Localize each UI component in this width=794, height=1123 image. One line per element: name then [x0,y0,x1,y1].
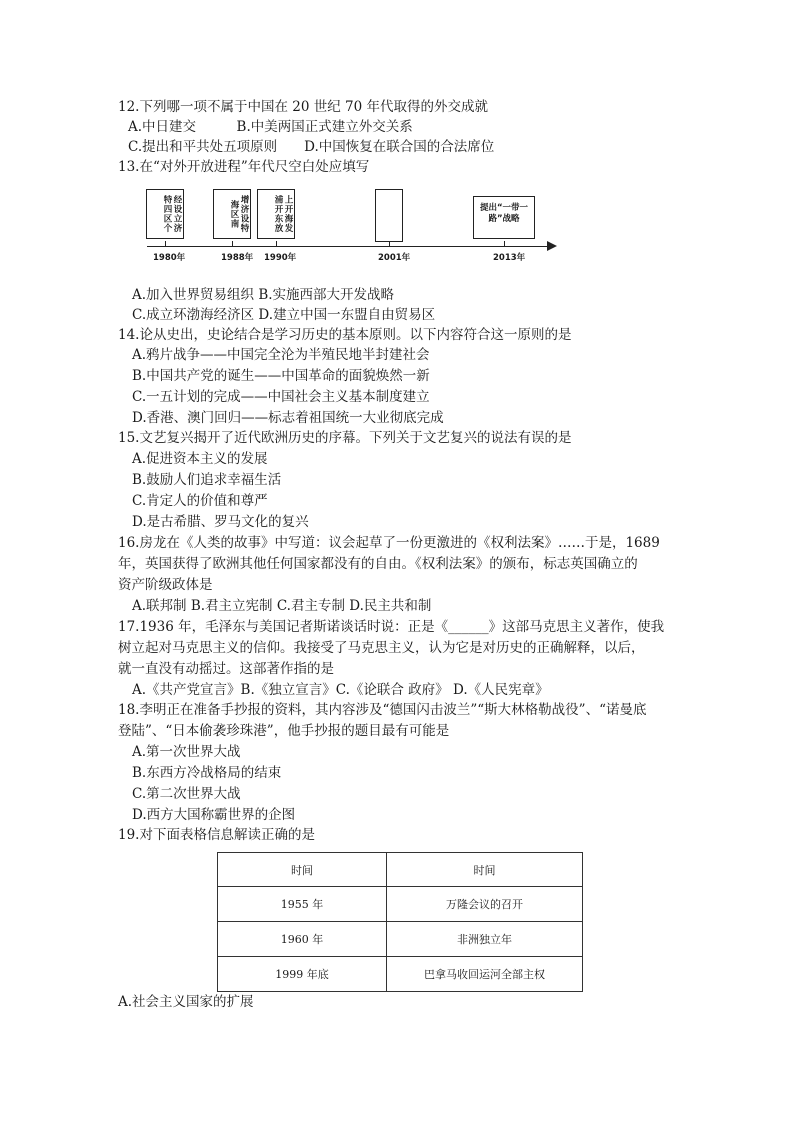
q15-option-c: C.肯定人的价值和尊严 [132,493,268,509]
q12-options-line2: C.提出和平共处五项原则 D.中国恢复在联合国的合法席位 [128,139,495,155]
q17-stem-line2: 树立起对马克思主义的信仰。我接受了马克思主义，认为它是对历史的正确解释，以后， [118,640,645,656]
q18-option-a: A.第一次世界大战 [132,744,241,760]
q15-option-d: D.是古希腊、罗马文化的复兴 [132,514,309,530]
q14-option-c: C.一五计划的完成——中国社会主义基本制度建立 [132,389,430,405]
timeline-year: 2013年 [493,253,526,263]
timeline-year: 1988年 [221,253,254,263]
timeline-year: 2001年 [378,253,411,263]
q17-options: A.《共产党宣言》B.《独立宣言》C.《论联合 政府》 D.《人民宪章》 [132,682,549,698]
timeline-tick [165,241,166,246]
table-row [218,887,583,922]
q15-stem: 15.文艺复兴揭开了近代欧洲历史的序幕。下列关于文艺复兴的说法有误的是 [118,430,572,446]
q16-options: A.联邦制 B.君主立宪制 C.君主专制 D.民主共和制 [132,598,432,614]
q18-stem-line2: 登陆”、“日本偷袭珍珠港”，他手抄报的题目最有可能是 [118,723,450,739]
timeline-tick [389,241,390,246]
q15-option-b: B.鼓励人们追求幸福生活 [132,472,282,488]
table-header: 时间 [218,853,387,887]
table-header: 时间 [387,853,583,887]
q16-stem-line1: 16.房龙在《人类的故事》中写道：议会起草了一份更激进的《权利法案》……于是，1689 [118,535,660,551]
timeline-event-1990: 上开海发浦开东放 [257,189,295,239]
timeline-axis [147,246,551,247]
q13-stem: 13.在“对外开放进程”年代尺空白处应填写 [118,159,370,175]
q14-stem: 14.论从史出，史论结合是学习历史的基本原则。以下内容符合这一原则的是 [118,327,572,343]
q13-timeline [143,184,563,270]
q15-option-a: A.促进资本主义的发展 [132,451,268,467]
q19-option-a: A.社会主义国家的扩展 [118,994,254,1010]
table-row [218,957,583,992]
table-cell: 万隆会议的召开 [387,887,583,922]
q12-stem: 12.下列哪一项不属于中国在 20 世纪 70 年代取得的外交成就 [118,99,488,115]
q12-options-line1: A.中日建交 B.中美两国正式建立外交关系 [128,119,413,135]
timeline-year: 1990年 [264,253,297,263]
q14-option-a: A.鸦片战争——中国完全沦为半殖民地半封建社会 [132,347,430,363]
table-cell: 非洲独立年 [387,922,583,957]
q14-option-b: B.中国共产党的诞生——中国革命的面貌焕然一新 [132,368,430,384]
q19-stem: 19.对下面表格信息解读正确的是 [118,827,315,843]
q16-stem-line2: 年，英国获得了欧洲其他任何国家都没有的自由。《权利法案》的颁布，标志英国确立的 [118,556,638,572]
timeline-event-1988: 增济设特海区南 [213,189,251,239]
timeline-year: 1980年 [153,253,186,263]
q14-option-d: D.香港、澳门回归——标志着祖国统一大业彻底完成 [132,410,444,426]
table-cell: 1960 年 [218,922,387,957]
q18-option-b: B.东西方冷战格局的结束 [132,765,282,781]
q17-stem-line1: 17.1936 年，毛泽东与美国记者斯诺谈话时说：正是《______》这部马克思主义著作，使我 [118,619,665,635]
timeline-tick [276,241,277,246]
table-cell: 1955 年 [218,887,387,922]
table-cell: 1999 年底 [218,957,387,992]
timeline-event-2001-blank [375,189,403,242]
q18-stem-line1: 18.李明正在准备手抄报的资料，其内容涉及“德国闪击波兰”“斯大林格勒战役”、“诺曼底 [118,702,647,718]
timeline-tick [504,241,505,246]
q17-stem-line3: 就一直没有动摇过。这部著作指的是 [118,661,334,677]
timeline-event-2013: 提出“一带一路”战略 [473,196,535,239]
timeline-arrow-icon [547,241,557,251]
table-cell: 巴拿马收回运河全部主权 [387,957,583,992]
timeline-tick [232,241,233,246]
q18-option-d: D.西方大国称霸世界的企图 [132,807,296,823]
q18-option-c: C.第二次世界大战 [132,786,241,802]
q16-stem-line3: 资产阶级政体是 [118,577,213,593]
q19-table [217,852,583,992]
q13-options-line1: A.加入世界贸易组织 B.实施西部大开发战略 [132,287,395,303]
table-header-row [218,853,583,887]
table-row [218,922,583,957]
q13-options-line2: C.成立环渤海经济区 D.建立中国一东盟自由贸易区 [132,307,436,323]
timeline-event-1980: 经设立济特四区个 [146,189,184,239]
